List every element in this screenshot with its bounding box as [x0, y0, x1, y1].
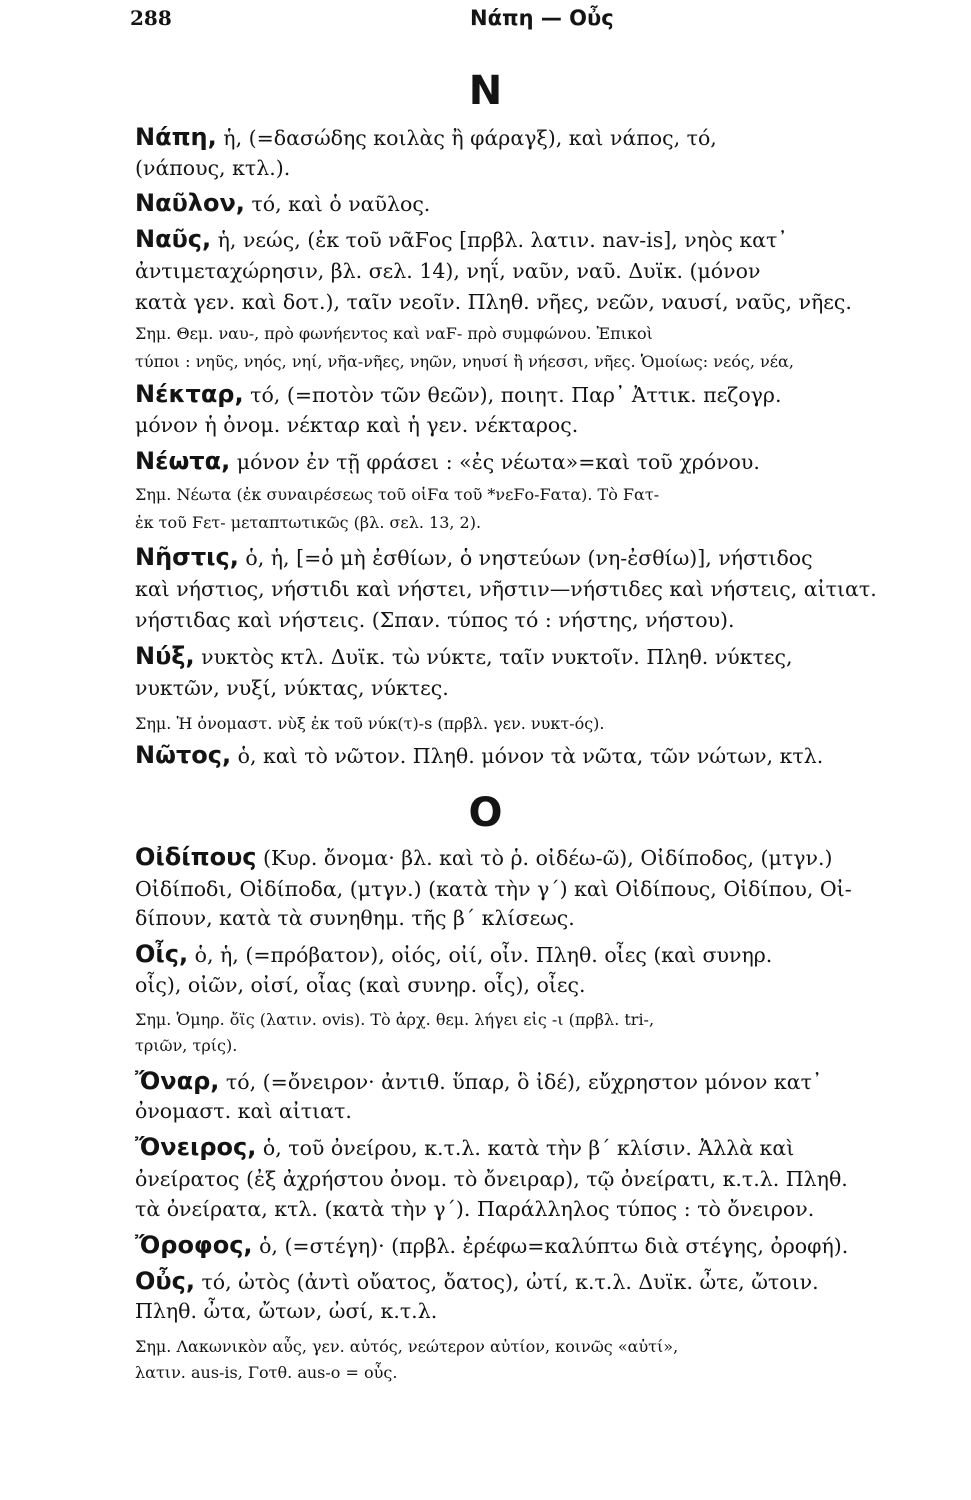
- headword: Νέωτα,: [135, 447, 231, 475]
- entry-line: [135, 1296, 437, 1326]
- entry-line: [135, 542, 813, 573]
- note-text: λατιν. aus-is, Γοτθ. aus-o = οὖς.: [135, 1363, 398, 1382]
- entry-text: νυκτὸς κτλ. Δυϊκ. τὼ νύκτε, ταῖν νυκτοῖν. Πληθ. νύκτες,: [194, 645, 793, 669]
- entry-line: [135, 1066, 822, 1097]
- headword: Νῶτος,: [135, 741, 232, 769]
- entry-text: ἡ, νεώς, (ἐκ τοῦ νᾶϜος [πρβλ. λατιν. nav-is], νηὸς κατ᾽: [211, 228, 788, 252]
- note-line: [135, 1031, 237, 1061]
- entry-text: (νάπους, κτλ.).: [135, 156, 291, 180]
- entry-line: [135, 1266, 819, 1297]
- entry-text: ὁ, καὶ τὸ νῶτον. Πληθ. μόνον τὰ νῶτα, τῶν νώτων, κτλ.: [231, 744, 824, 768]
- section-letter-o: Ο: [468, 790, 503, 836]
- entry-line: [135, 673, 449, 703]
- entry-line: [135, 122, 717, 153]
- entry-text: ὁ, τοῦ ὀνείρου, κ.τ.λ. κατὰ τὴν β΄ κλίσιν. Ἀλλὰ καὶ: [256, 1136, 795, 1160]
- headword: Ναῦλον,: [135, 189, 245, 217]
- entry-line: [135, 256, 760, 286]
- note-text: Σημ. Λακωνικὸν αὖς, γεν. αὐτός, νεώτερον αὐτίον, κοινῶς «αὐτί»,: [135, 1337, 679, 1356]
- headword: Οἶς,: [135, 940, 189, 968]
- entry-line: [135, 874, 852, 904]
- section-letter-n: Ν: [468, 68, 503, 114]
- entry-text: νυκτῶν, νυξί, νύκτας, νύκτες.: [135, 676, 449, 700]
- entry-line: [135, 153, 290, 183]
- entry-text: ἀντιμεταχώρησιν, βλ. σελ. 14), νηΐ, ναῦν, ναῦ. Δυϊκ. (μόνον: [135, 259, 761, 283]
- entry-text: τό, καὶ ὁ ναῦλος.: [244, 192, 431, 216]
- entry-text: Πληθ. ὦτα, ὤτων, ὠσί, κ.τ.λ.: [135, 1299, 438, 1323]
- entry-text: δίπουν, κατὰ τὰ συνηθημ. τῆς β΄ κλίσεως.: [135, 906, 575, 930]
- entry-text: νήστιδας καὶ νήστεις. (Σπαν. τύπος τό : νήστης, νήστου).: [135, 608, 735, 632]
- note-text: ἐκ τοῦ Ϝετ- μεταπτωτικῶς (βλ. σελ. 13, 2).: [135, 513, 482, 532]
- note-line: [135, 347, 794, 377]
- entry-line: [135, 188, 430, 219]
- entry-line: [135, 740, 823, 771]
- headword: Νύξ,: [135, 642, 195, 670]
- entry-text: τὰ ὀνείρατα, κτλ. (κατὰ τὴν γ΄). Παράλληλος τύπος : τὸ ὄνειρον.: [135, 1197, 815, 1221]
- headword: Οὖς,: [135, 1267, 195, 1295]
- entry-text: ὁ, ἡ, (=πρόβατον), οἰός, οἰί, οἶν. Πληθ. οἶες (καὶ συνηρ.: [188, 943, 773, 967]
- entry-text: ὀνείρατος (ἐξ ἀχρήστου ὀνομ. τὸ ὄνειραρ), τῷ ὀνείρατι, κ.τ.λ. Πληθ.: [135, 1167, 848, 1191]
- note-text: τύποι : νηῦς, νηός, νηί, νῆα-νῆες, νηῶν, νηυσί ἢ νήεσσι, νῆες. Ὁμοίως: νεός, νέα,: [135, 352, 794, 371]
- note-text: τριῶν, τρίς).: [135, 1036, 238, 1055]
- entry-line: [135, 1096, 352, 1126]
- note-line: [135, 508, 481, 538]
- running-head: [0, 6, 971, 40]
- headword: Οἰδίπους: [135, 843, 257, 871]
- entry-text: μόνον ἡ ὀνομ. νέκταρ καὶ ἡ γεν. νέκταρος.: [135, 413, 579, 437]
- entry-line: [135, 224, 788, 255]
- headword: Ὄναρ,: [135, 1067, 220, 1095]
- note-text: Σημ. Νέωτα (ἐκ συναιρέσεως τοῦ οἱϜα τοῦ *νεϜο-Ϝατα). Τὸ Ϝατ-: [135, 485, 660, 504]
- entry-line: [135, 446, 760, 477]
- headword: Ὄροφος,: [135, 1231, 253, 1259]
- entry-line: [135, 939, 772, 970]
- entry-line: [135, 903, 575, 933]
- entry-text: ὁ, ἡ, [=ὁ μὴ ἐσθίων, ὁ νηστεύων (νη-ἐσθίω)], νήστιδος: [238, 546, 813, 570]
- note-text: Σημ. Ἡ ὀνομαστ. νὺξ ἐκ τοῦ νύκ(τ)-s (πρβλ. γεν. νυκτ-ός).: [135, 714, 605, 733]
- note-text: Σημ. Ὁμηρ. ὄϊς (λατιν. ovis). Τὸ ἀρχ. θεμ. λήγει εἰς -ι (πρβλ. tri-,: [135, 1010, 655, 1029]
- entry-text: τό, ὠτὸς (ἀντὶ οὔατος, ὄατος), ὠτί, κ.τ.λ. Δυϊκ. ὦτε, ὤτοιν.: [194, 1270, 819, 1294]
- note-line: [135, 709, 605, 739]
- entry-text: Οἰδίποδι, Οἰδίποδα, (μτγν.) (κατὰ τὴν γ΄) καὶ Οἰδίπους, Οἰδίπου, Οἰ-: [135, 877, 852, 901]
- entry-text: τό, (=ποτὸν τῶν θεῶν), ποιητ. Παρ᾽ Ἀττικ. πεζογρ.: [243, 383, 782, 407]
- entry-text: (Κυρ. ὄνομα· βλ. καὶ τὸ ῥ. οἰδέω-ῶ), Οἰδίποδος, (μτγν.): [256, 846, 833, 870]
- entry-text: τό, (=ὄνειρον· ἀντιθ. ὕπαρ, ὃ ἰδέ), εὔχρηστον μόνον κατ᾽: [219, 1070, 823, 1094]
- entry-text: καὶ νήστιος, νήστιδι καὶ νήστει, νῆστιν—νήστιδες καὶ νήστεις, αἰτιατ.: [135, 577, 877, 601]
- headword: Νάπη,: [135, 123, 217, 151]
- entry-line: [135, 1230, 848, 1261]
- entry-line: [135, 379, 781, 410]
- entry-line: [135, 970, 586, 1000]
- entry-text: ὀνομαστ. καὶ αἰτιατ.: [135, 1099, 352, 1123]
- headword: Ὄνειρος,: [135, 1133, 257, 1161]
- entry-text: μόνον ἐν τῇ φράσει : «ἐς νέωτα»=καὶ τοῦ χρόνου.: [230, 450, 760, 474]
- note-text: Σημ. Θεμ. ναυ-, πρὸ φωνήεντος καὶ ναϜ- πρὸ συμφώνου. Ἐπικοὶ: [135, 324, 653, 343]
- entry-line: [135, 842, 832, 873]
- entry-text: κατὰ γεν. καὶ δοτ.), ταῖν νεοῖν. Πληθ. νῆες, νεῶν, ναυσί, ναῦς, νῆες.: [135, 290, 852, 314]
- headword: Νέκταρ,: [135, 380, 244, 408]
- entry-line: [135, 574, 877, 604]
- page-number: 288: [130, 6, 172, 30]
- entry-line: [135, 641, 793, 672]
- headword: Νῆστις,: [135, 543, 239, 571]
- entry-line: [135, 1194, 814, 1224]
- headword: Ναῦς,: [135, 225, 212, 253]
- note-line: [135, 480, 659, 510]
- entry-line: [135, 605, 735, 635]
- running-head-title: Νάπη — Οὖς: [470, 6, 614, 30]
- entry-line: [135, 287, 852, 317]
- entry-line: [135, 1132, 794, 1163]
- entry-text: ὁ, (=στέγη)· (πρβλ. ἐρέφω=καλύπτω διὰ στέγης, ὀροφή).: [252, 1234, 849, 1258]
- entry-line: [135, 1164, 848, 1194]
- note-line: [135, 319, 653, 349]
- note-line: [135, 1358, 397, 1388]
- entry-text: οἷς), οἰῶν, οἰσί, οἶας (καὶ συνηρ. οἷς), οἶες.: [135, 973, 586, 997]
- entry-line: [135, 410, 578, 440]
- entry-text: ἡ, (=δασώδης κοιλὰς ἢ φάραγξ), καὶ νάπος, τό,: [216, 126, 717, 150]
